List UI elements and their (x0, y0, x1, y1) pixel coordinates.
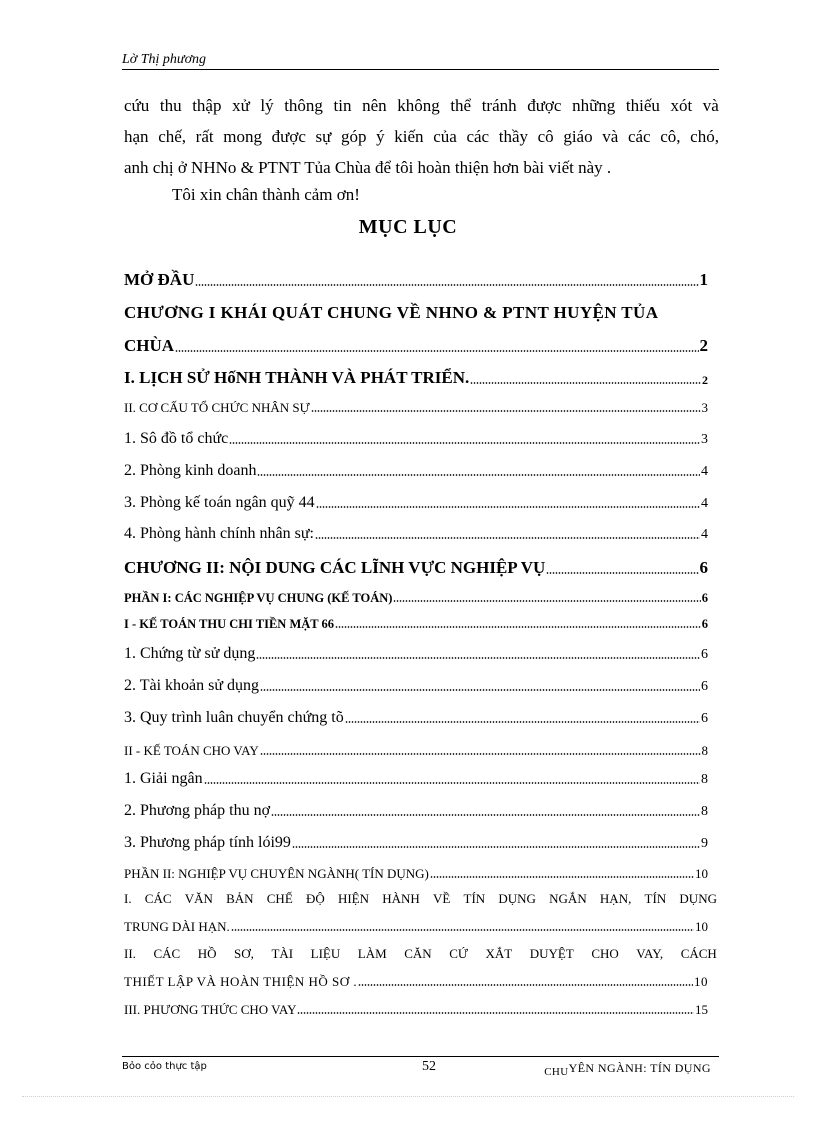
footer-left: Bỏo cỏo thực tập (122, 1061, 207, 1072)
toc-entry[interactable]: 2. Tài khoản sử dụng 6 (124, 677, 708, 694)
toc-word: CHO (591, 946, 619, 961)
intro-line-1 (124, 90, 719, 121)
toc-word: SƠ, (234, 946, 254, 961)
toc-word: DỤNG (498, 891, 536, 906)
toc-word: TÍN (463, 891, 486, 906)
toc-word: CỨ (449, 946, 468, 961)
toc-word: CÁC (153, 946, 181, 961)
toc-title: MỤC LỤC (358, 216, 458, 238)
toc-word: TÍN (644, 891, 667, 906)
word: ý (376, 127, 385, 146)
author-name: Lờ Thị phương (122, 52, 207, 67)
toc-word: VAY, (636, 946, 664, 961)
word: kiến (394, 127, 424, 146)
toc-word: DUYỆT (529, 946, 574, 961)
toc-word: CHẾ (266, 891, 293, 906)
footer-right: CHUYÊN NGÀNH: TÍN DỤNG (544, 1061, 711, 1078)
toc-entry[interactable]: II. CƠ CẤU TỔ CHỨC NHÂN SỰ 3 (124, 400, 708, 415)
toc-word: CÁCH (680, 946, 717, 961)
toc-entry[interactable]: CHƯƠNG II: NỘI DUNG CÁC LĨNH VỰC NGHIỆP VỤ 6 (124, 558, 708, 577)
word: thiếu (625, 96, 660, 115)
running-header (122, 50, 719, 70)
toc-word: CĂN (404, 946, 432, 961)
toc-entry[interactable]: I - KẾ TOÁN THU CHI TIỀN MẶT 66 6 (124, 617, 708, 631)
word: thập (192, 96, 222, 115)
running-footer (122, 1056, 719, 1079)
word: thu (159, 96, 182, 115)
word: xót (670, 96, 693, 115)
word: mong (223, 127, 262, 146)
word: sự (315, 127, 332, 146)
toc-word: LIỆU (310, 946, 341, 961)
toc-entry[interactable]: 1. Giải ngân 8 (124, 770, 708, 787)
toc-entry-first-line[interactable]: CHƯƠNG I KHÁI QUÁT CHUNG VỀ NHNO & PTNT HUYỆN TỦA (124, 303, 659, 322)
toc-entry[interactable]: TRUNG DÀI HẠN. 10 (124, 919, 708, 934)
toc-word: II. (124, 946, 136, 961)
toc-word: NGẮN (549, 891, 587, 906)
word: xử (232, 96, 250, 115)
page-boundary (22, 1096, 794, 1097)
toc-word: ĐỘ (305, 891, 325, 906)
toc-entry[interactable]: 3. Phòng kế toán ngân quỹ 44 4 (124, 494, 708, 511)
word: góp (341, 127, 367, 146)
toc-entry[interactable]: CHÙA 2 (124, 336, 708, 355)
toc-entry[interactable]: 4. Phòng hành chính nhân sự: 4 (124, 525, 708, 542)
intro-line-3: anh chị ở NHNo & PTNT Tủa Chùa để tôi hoàn thiện hơn bài viết này . (124, 158, 612, 177)
toc-entry[interactable]: PHẦN II: NGHIỆP VỤ CHUYÊN NGÀNH( TÍN DỤNG) 10 (124, 866, 708, 881)
toc-entry[interactable]: THIẾT LẬP VÀ HOÀN THIỆN HỒ SƠ . 10 (124, 974, 708, 989)
intro-paragraph (124, 90, 719, 183)
toc-word: VĂN (184, 891, 213, 906)
word: cô, (660, 127, 681, 146)
word: được (271, 127, 306, 146)
toc-word: I. (124, 891, 132, 906)
word: thể (450, 96, 472, 115)
toc-word: HỒ (197, 946, 217, 961)
toc-word: LÀM (357, 946, 387, 961)
word: giáo (563, 127, 593, 146)
word: được (527, 96, 562, 115)
thanks-line: Tôi xin chân thành cảm ơn! (172, 185, 360, 204)
word: các (627, 127, 651, 146)
toc-entry[interactable]: 1. Sô đồ tổ chức 3 (124, 430, 708, 447)
toc-word: VỀ (432, 891, 451, 906)
word: nên (362, 96, 387, 115)
intro-line-2 (124, 121, 719, 152)
toc-entry[interactable]: 3. Quy trình luân chuyển chứng tõ 6 (124, 709, 708, 726)
word: hạn (124, 127, 149, 146)
toc-word: CÁC (144, 891, 172, 906)
word: của (433, 127, 457, 146)
toc-word: TÀI (271, 946, 294, 961)
toc-entry[interactable]: II - KẾ TOÁN CHO VAY 8 (124, 743, 708, 758)
toc-entry[interactable]: 1. Chứng từ sử dụng 6 (124, 645, 708, 662)
word: chó, (690, 127, 719, 146)
toc-entry[interactable]: 2. Phương pháp thu nợ 8 (124, 802, 708, 819)
word: cô (537, 127, 554, 146)
toc-word: XẮT (485, 946, 513, 961)
toc-word: HÀNH (382, 891, 420, 906)
word: rất (195, 127, 214, 146)
toc-word: BẢN (226, 891, 254, 906)
word: không (397, 96, 440, 115)
word: cứu (124, 96, 150, 115)
word: tránh (481, 96, 517, 115)
word: thông (284, 96, 323, 115)
toc-entry-first-line[interactable] (124, 891, 717, 907)
toc-entry[interactable]: 3. Phương pháp tính lói99 9 (124, 834, 708, 851)
toc-entry-first-line[interactable] (124, 946, 717, 962)
toc-word: HẠN, (599, 891, 632, 906)
toc-entry[interactable]: PHẦN I: CÁC NGHIỆP VỤ CHUNG (KẾ TOÁN) 6 (124, 591, 708, 605)
word: các (466, 127, 490, 146)
toc-word: DỤNG (679, 891, 717, 906)
toc-word: HIỆN (337, 891, 369, 906)
toc-entry[interactable]: I. LỊCH SỬ HốNH THÀNH VÀ PHÁT TRIỂN. 2 (124, 368, 708, 387)
word: và (602, 127, 619, 146)
toc-entry[interactable]: MỞ ĐẦU 1 (124, 270, 708, 289)
word: tin (333, 96, 352, 115)
toc-entry[interactable]: 2. Phòng kinh doanh 4 (124, 462, 708, 479)
word: và (702, 96, 719, 115)
word: chế, (158, 127, 187, 146)
toc-entry[interactable]: III. PHƯƠNG THỨC CHO VAY 15 (124, 1002, 708, 1017)
word: lý (260, 96, 274, 115)
word: thầy (498, 127, 528, 146)
page-number: 52 (422, 1059, 436, 1074)
word: những (572, 96, 616, 115)
